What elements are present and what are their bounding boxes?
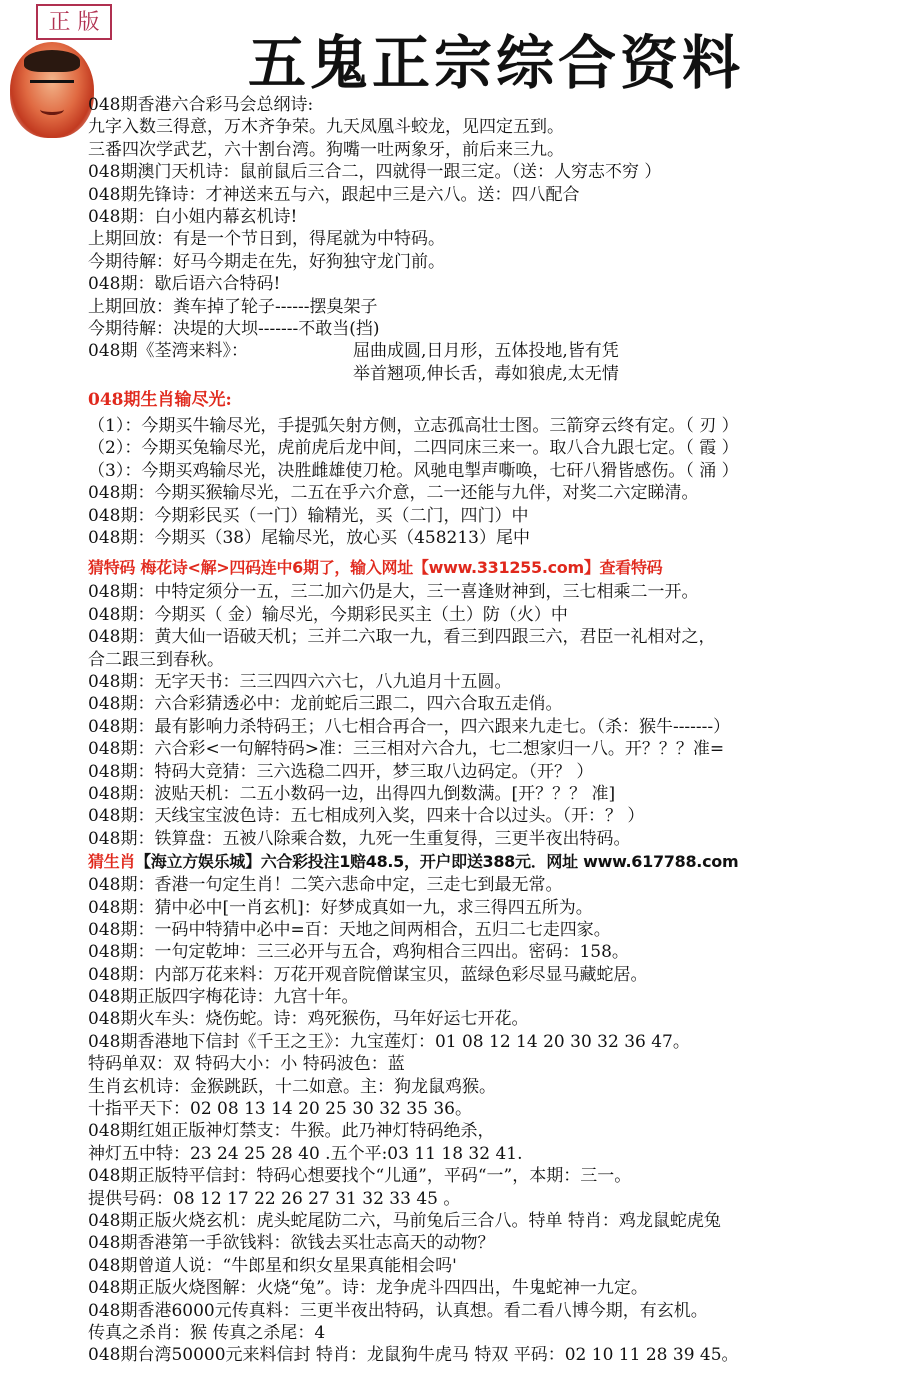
text-line: 十指平天下：02 08 13 14 20 25 30 32 35 36。	[88, 1099, 472, 1120]
text-line: 提供号码：08 12 17 22 26 27 31 32 33 45 。	[88, 1188, 461, 1209]
ad1-url-link[interactable]: www.331255.com	[428, 558, 584, 578]
portrait-glasses	[30, 80, 74, 93]
text-line: 048期：无字天书：三三四四六六七，八九追月十五圆。	[88, 671, 512, 692]
text-line: 048期先锋诗：才神送来五与六，跟起中三是六八。送：四八配合	[88, 184, 580, 205]
section-special-code	[88, 581, 898, 850]
text-line: 048期：猜中必中[一肖玄机]：好梦成真如一九，求三得四五所为。	[88, 897, 593, 918]
text-line: 048期：最有影响力杀特码王；八七相合再合一，四六跟来九走七。（杀：猴牛-------）	[88, 716, 731, 737]
text-line: 048期：今期买（38）尾输尽光，放心买（458213）尾中	[88, 528, 530, 549]
text-line: 神灯五中特：23 24 25 28 40 .五个平:03 11 18 32 41.	[88, 1143, 523, 1164]
text-line: 048期香港6000元传真料：三更半夜出特码，认真想。看二看八博今期，有玄机。	[88, 1300, 708, 1321]
section-zodiac-lose	[88, 415, 898, 549]
section-zodiac-guess	[88, 874, 898, 1367]
ad2-prefix: 猜生肖	[88, 852, 136, 872]
text-line: 048期：歇后语六合特码!	[88, 274, 281, 295]
authentic-stamp: 正 版	[36, 4, 112, 40]
text-line: 048期：香港一句定生肖！二笑六悲命中定，三走七到最无常。	[88, 875, 563, 896]
text-line: 048期：波贴天机：二五小数码一边，出得四九倒数满。[开？？？ 准]	[88, 783, 616, 804]
text-line: 048期：黄大仙一语破天机；三并二六取一九，看三到四跟三六，君臣一礼相对之，	[88, 627, 716, 648]
text-line: （3）：今期买鸡输尽光，决胜雌雄使刀枪。风驰电掣声嘶唤，七矸八猾皆感伤。（ 涌 ）	[88, 460, 739, 481]
text-line: 048期：中特定须分一五，三二加六仍是大，三一喜逢财神到，三七相乘二一开。	[88, 582, 699, 603]
poem-spacer	[88, 363, 353, 385]
text-line: 048期：内部万花来料：万花开观音院僧谋宝贝，蓝绿色彩尽显马藏蛇居。	[88, 964, 648, 985]
text-line: 048期红姐正版神灯禁支：牛猴。此乃神灯特码绝杀，	[88, 1121, 495, 1142]
ad2-middle: 【海立方娱乐城】六合彩投注1赔48.5，开户即送388元．网址	[135, 852, 578, 872]
text-line: 048期：一码中特猜中必中=百：天地之间两相合，五归二七走四家。	[88, 919, 611, 940]
text-line: 048期香港地下信封《千王之王》：九宝莲灯：01 08 12 14 20 30 32 36 47。	[88, 1031, 690, 1052]
text-line: 048期：天线宝宝波色诗：五七相成列入奖，四来十合以过头。（开：？ ）	[88, 806, 645, 827]
text-line: 九字入数三得意，万木齐争荣。九天凤凰斗蛟龙，见四定五到。	[88, 117, 564, 138]
portrait-image	[10, 42, 94, 138]
text-line: 今期待解：决堤的大坝-------不敢当(挡)	[88, 318, 380, 339]
ad-banner-1	[88, 555, 898, 581]
text-line: 048期澳门天机诗：鼠前鼠后三合二，四就得一跟三定。（送：人穷志不穷 ）	[88, 162, 662, 183]
text-line: 048期：铁算盘：五被八除乘合数，九死一生重复得，三更半夜出特码。	[88, 828, 631, 849]
text-line: 048期：六合彩猜透必中：龙前蛇后三跟二，四六合取五走俏。	[88, 694, 563, 715]
ad1-prefix: 猜特码 梅花诗<解>四码连中6期了，输入网址【	[88, 558, 429, 578]
text-line: 传真之杀肖：猴 传真之杀尾：4	[88, 1322, 326, 1343]
text-line: 048期香港六合彩马会总纲诗:	[88, 95, 314, 115]
text-line: 三番四次学武艺，六十割台湾。狗嘴一吐两象牙，前后来三九。	[88, 139, 564, 160]
poem-line-2	[88, 363, 898, 385]
text-line: 上期回放：有是一个节日到，得尾就为中特码。	[88, 229, 445, 250]
text-line: 上期回放：粪车掉了轮子------摆臭架子	[88, 296, 378, 317]
poem-text-2: 举首翘项,伸长舌，毒如狼虎,太无情	[353, 363, 619, 384]
text-line: 048期正版火烧玄机：虎头蛇尾防二六，马前兔后三合八。特单 特肖：鸡龙鼠蛇虎兔	[88, 1210, 721, 1231]
text-line: 今期待解：好马今期走在先，好狗独守龙门前。	[88, 251, 445, 272]
text-line: 048期：白小姐内幕玄机诗!	[88, 206, 298, 227]
poem-label: 048期《荃湾来料》：	[88, 341, 248, 362]
text-line: 048期正版火烧图解：火烧“兔”。诗：龙争虎斗四四出，牛鬼蛇神一九定。	[88, 1278, 648, 1299]
text-line: 048期：特码大竞猜：三六选稳二四开，梦三取八边码定。（开？ ）	[88, 761, 594, 782]
text-line: 048期正版四字梅花诗：九宫十年。	[88, 987, 359, 1008]
section-general-poems	[88, 94, 898, 340]
text-line: 048期台湾50000元来料信封 特肖：龙鼠狗牛虎马 特双 平码：02 10 11 28 39 45。	[88, 1345, 739, 1366]
ad-banner-2	[88, 850, 898, 874]
text-line: 生肖玄机诗：金猴跳跃，十二如意。主：狗龙鼠鸡猴。	[88, 1076, 496, 1097]
poem-line-1	[88, 340, 898, 362]
text-line: 048期：六合彩<一句解特码>准：三三相对六合九，七二想家归一八。开？？？准=	[88, 739, 725, 760]
text-line: 048期：今期彩民买（一门）输精光，买（二门，四门）中	[88, 505, 529, 526]
page-title: 五鬼正宗综合资料	[248, 29, 745, 97]
portrait-mouth	[40, 104, 64, 115]
text-line: 048期：今期买（ 金）输尽光，今期彩民买主（土）防（火）中	[88, 604, 568, 625]
text-line: 048期正版特平信封：特码心想要找个“儿通”，平码“一”，本期：三一。	[88, 1166, 632, 1187]
text-line: 048期：今期买猴输尽光，二五在乎六介意，二一还能与九伴，对奖二六定睇清。	[88, 483, 699, 504]
text-line: 048期：一句定乾坤：三三必开与五合，鸡狗相合三四出。密码：158。	[88, 942, 629, 963]
text-line: 048期香港第一手欲钱料：欲钱去买壮志高天的动物？	[88, 1233, 495, 1254]
text-line: （1）：今期买牛输尽光，手提弧矢射方侧，立志孤高壮士图。三箭穿云终有定。（ 刃 ）	[88, 416, 739, 437]
poem-text-1: 屈曲成圆,日月形，五体投地,皆有凭	[353, 341, 619, 362]
content	[88, 94, 898, 1367]
portrait-hair	[24, 50, 80, 72]
text-line: 048期火车头：烧伤蛇。诗：鸡死猴伤，马年好运七开花。	[88, 1009, 529, 1030]
text-line: 合二跟三到春秋。	[88, 649, 224, 670]
zodiac-section-title: 048期生肖输尽光:	[88, 390, 232, 411]
text-line: 048期曾道人说：“牛郎星和织女星果真能相会吗'	[88, 1255, 457, 1276]
ad1-suffix: 】查看特码	[583, 558, 663, 578]
text-line: （2）：今期买兔输尽光，虎前虎后龙中间，二四同床三来一。取八合九跟七定。（ 霞 ）	[88, 438, 739, 459]
ad2-url-link[interactable]: www.617788.com	[583, 852, 739, 872]
text-line: 特码单双：双 特码大小：小 特码波色：蓝	[88, 1054, 405, 1075]
